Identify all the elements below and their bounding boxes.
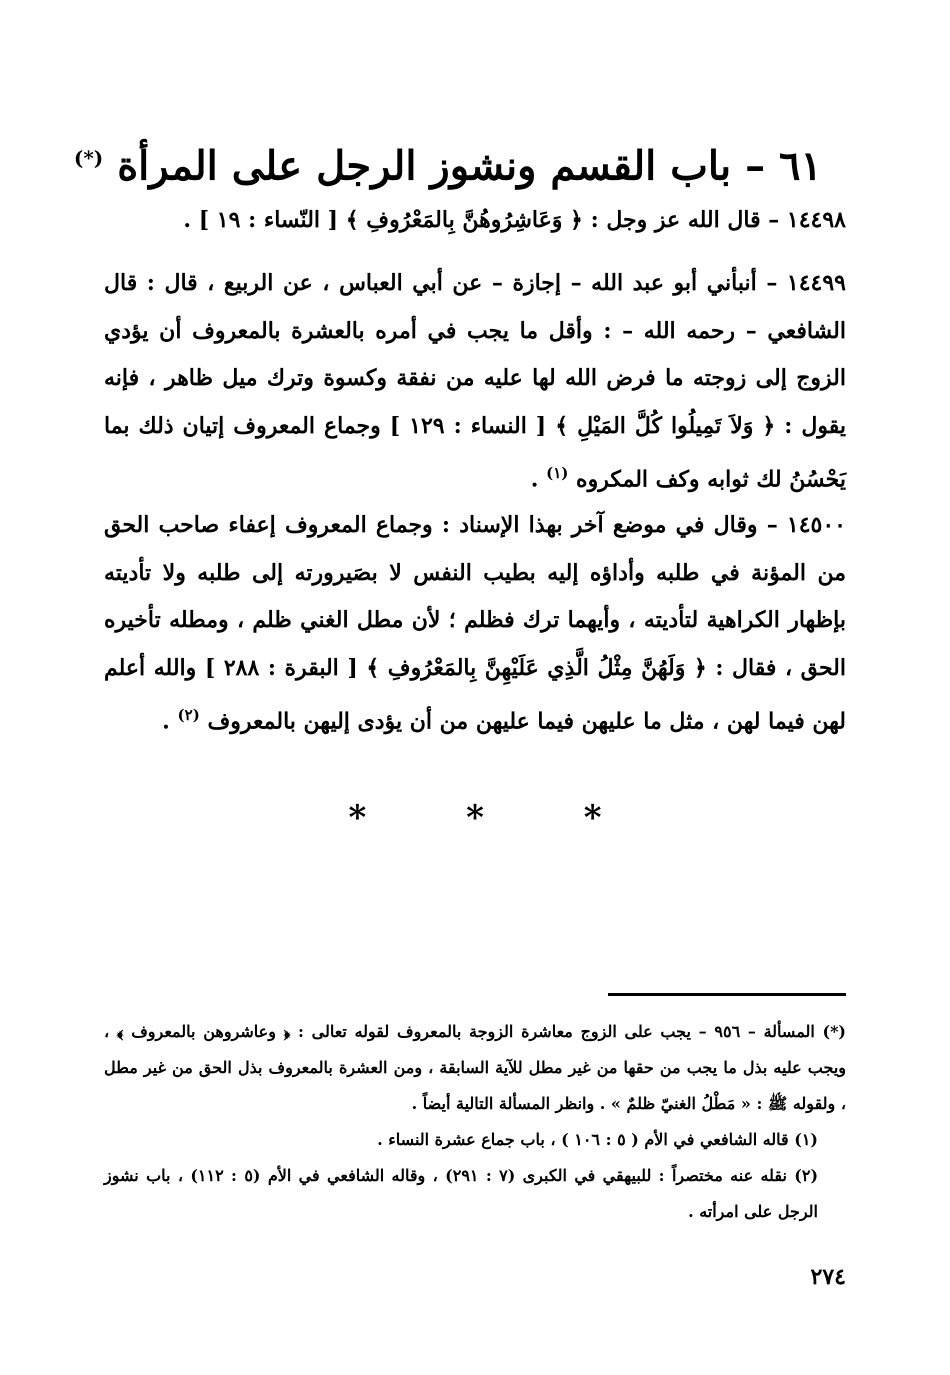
paragraph-end: .: [162, 708, 170, 735]
paragraph-14499: [104, 260, 846, 504]
footnotes: [104, 1014, 846, 1230]
section-separator: * * *: [348, 798, 646, 838]
footnote-chapter: (*) المسألة – ٩٥٦ – يجب على الزوج معاشرة الزوجة بالمعروف لقوله تعالى : ﴿ وعاشروهن بالمعروف ﴾ ، ويجب عليه بذل ما يجب من حقها من غير مطل للآية السابقة ، ومن العشرة بالمعروف بذل الحق من غير مطل ، ولقوله ﷺ : « مَطْلُ الغنيّ ظلمٌ » . وانظر المسألة التالية أيضاً .: [104, 1022, 847, 1113]
chapter-title-footnote-marker: (*): [73, 146, 104, 170]
paragraph-14500: [104, 502, 846, 746]
footnote-2: (٢) نقله عنه مختصراً : للبيهقي في الكبرى (٧ : ٢٩١) ، وقاله الشافعي في الأم (٥ : ١١٢) ، باب نشوز الرجل على امرأته .: [104, 1166, 819, 1221]
paragraph-end: .: [530, 466, 539, 493]
footnote-ref-1[interactable]: (١): [546, 464, 569, 482]
paragraph-text: ١٤٥٠٠ – وقال في موضع آخر بهذا الإسناد : وجماع المعروف إعفاء صاحب الحق من المؤنة في طلبه وأداؤه إليه بطيب النفس لا بصَيرورته إلى طلبه ولا تأديته بإظهار الكراهية لتأديته ، وأيهما ترك فظلم ؛ لأن مطل الغني ظلم ، ومطله تأخيره الحق ، فقال : ﴿ وَلَهُنَّ مِثْلُ الَّذِي عَلَيْهِنَّ بِالمَعْرُوفِ ﴾ [ البقرة : ٢٨٨ ] والله أعلم لهن فيما لهن ، مثل ما عليهن فيما عليهن من أن يؤدى إليهن بالمعروف: [104, 512, 846, 735]
paragraph-text: ١٤٤٩٩ – أنبأني أبو عبد الله – إجازة – عن أبي العباس ، عن الربيع ، قال : قال الشافعي – رحمه الله – : وأقل ما يجب في أمره بالعشرة بالمعروف أن يؤدي الزوج إلى زوجته ما فرض الله لها عليه من نفقة وكسوة وترك ميل ظاهر ، فإنه يقول : ﴿ وَلاَ تَمِيلُوا كُلَّ المَيْلِ ﴾ [ النساء : ١٢٩ ] وجماع المعروف إتيان ذلك بما يَحْسُنُ لك ثوابه وكف المكروه: [104, 270, 846, 493]
paragraph-14498: [104, 197, 846, 245]
footnote-ref-2[interactable]: (٢): [177, 706, 200, 724]
footnote-1: (١) قاله الشافعي في الأم ( ٥ : ١٠٦ ) ، باب جماع عشرة النساء .: [377, 1130, 818, 1149]
page-number: ٢٧٤: [810, 1264, 846, 1290]
chapter-title-text: ٦١ – باب القسم ونشوز الرجل على المرأة: [117, 142, 822, 190]
footnote-divider: [608, 993, 846, 996]
paragraph-text: ١٤٤٩٨ – قال الله عز وجل : ﴿ وَعَاشِرُوهُنَّ بِالمَعْرُوفِ ﴾ [ النّساء : ١٩ ] .: [183, 207, 846, 233]
chapter-title: [73, 128, 822, 196]
